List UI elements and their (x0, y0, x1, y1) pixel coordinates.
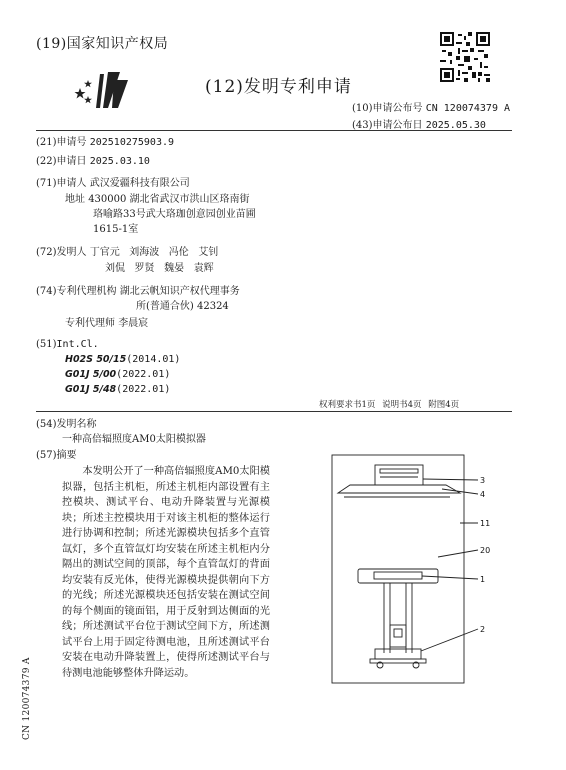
application-number: (21)申请号 202510275903.9 (36, 137, 175, 148)
abstract-figure (330, 453, 510, 685)
publication-date: (43)申请公布日 2025.05.30 (352, 120, 486, 131)
figure-label: 1 (480, 575, 486, 584)
patent-agency: (74)专利代理机构 湖北云帆知识产权代理事务 (36, 286, 240, 297)
address-line-3: 1615-1室 (93, 224, 139, 235)
figure-label: 4 (480, 490, 486, 499)
cnipa-logo-icon (70, 70, 132, 110)
figure-label: 11 (480, 519, 491, 528)
invention-title: 一种高倍辐照度AM0太阳模拟器 (62, 434, 206, 445)
publication-type: (12)发明专利申请 (205, 77, 352, 97)
inventors-line-1: (72)发明人 丁官元 刘海波 冯伦 艾钊 (36, 247, 219, 258)
abstract-heading: (57)摘要 (36, 450, 77, 461)
patent-agent: 专利代理师 李晨宸 (65, 318, 149, 329)
page-count-info: 权利要求书1页 说明书4页 附图4页 (319, 400, 460, 410)
publication-number: (10)申请公布号 CN 120074379 A (352, 103, 511, 114)
inventors-line-2: 刘侃 罗贤 魏晏 袁辉 (105, 263, 214, 274)
invention-title-heading: (54)发明名称 (36, 419, 97, 430)
applicant: (71)申请人 武汉爱疆科技有限公司 (36, 178, 190, 189)
top-rule (36, 130, 512, 131)
side-publication-number: CN 120074379 A (22, 657, 32, 740)
address-line-1: 地址 430000 湖北省武汉市洪山区珞南街 (65, 194, 250, 205)
ipc-entry: H02S 50/15(2014.01) (65, 354, 181, 365)
ipc-heading: (51)Int.Cl. (36, 339, 99, 350)
figure-label: 2 (480, 625, 486, 634)
section-rule (36, 411, 512, 412)
patent-agency-line-2: 所(普通合伙) 42324 (136, 301, 229, 312)
ipc-entry: G01J 5/00(2022.01) (65, 369, 171, 380)
application-date: (22)申请日 2025.03.10 (36, 156, 150, 167)
figure-label: 20 (480, 546, 491, 555)
figure-label: 3 (480, 476, 486, 485)
qr-code-icon (440, 32, 490, 82)
ipc-entry: G01J 5/48(2022.01) (65, 384, 171, 395)
abstract-text: 本发明公开了一种高倍辐照度AM0太阳模拟器，包括主机柜，所述主机柜内部设置有主控模块、测试平台、电动升降装置与光源模块；所述主控模块用于对该主机柜的整体运行进行协调和控制；所述光源模块包括多个直管氙灯，多个直管氙灯均安装在所述主机柜内分隔出的测试空间的顶部，每个直管氙灯的背面均安装有反光体，使得光源模块提供朝向下方的光线；所述光源模块还包括安装在测试空间的每个侧面的镜面铝，用于反射到达侧面的光线；所述测试平台位于测试空间下方，所述测试平台上用于固定待测电池，且所述测试平台安装在电动升降装置上，使得所述测试平台与待测电池能够整体升降运动。 (62, 466, 270, 679)
office-name: (19)国家知识产权局 (36, 36, 169, 52)
address-line-2: 珞喻路33号武大珞珈创意园创业苗圃 (93, 209, 256, 220)
